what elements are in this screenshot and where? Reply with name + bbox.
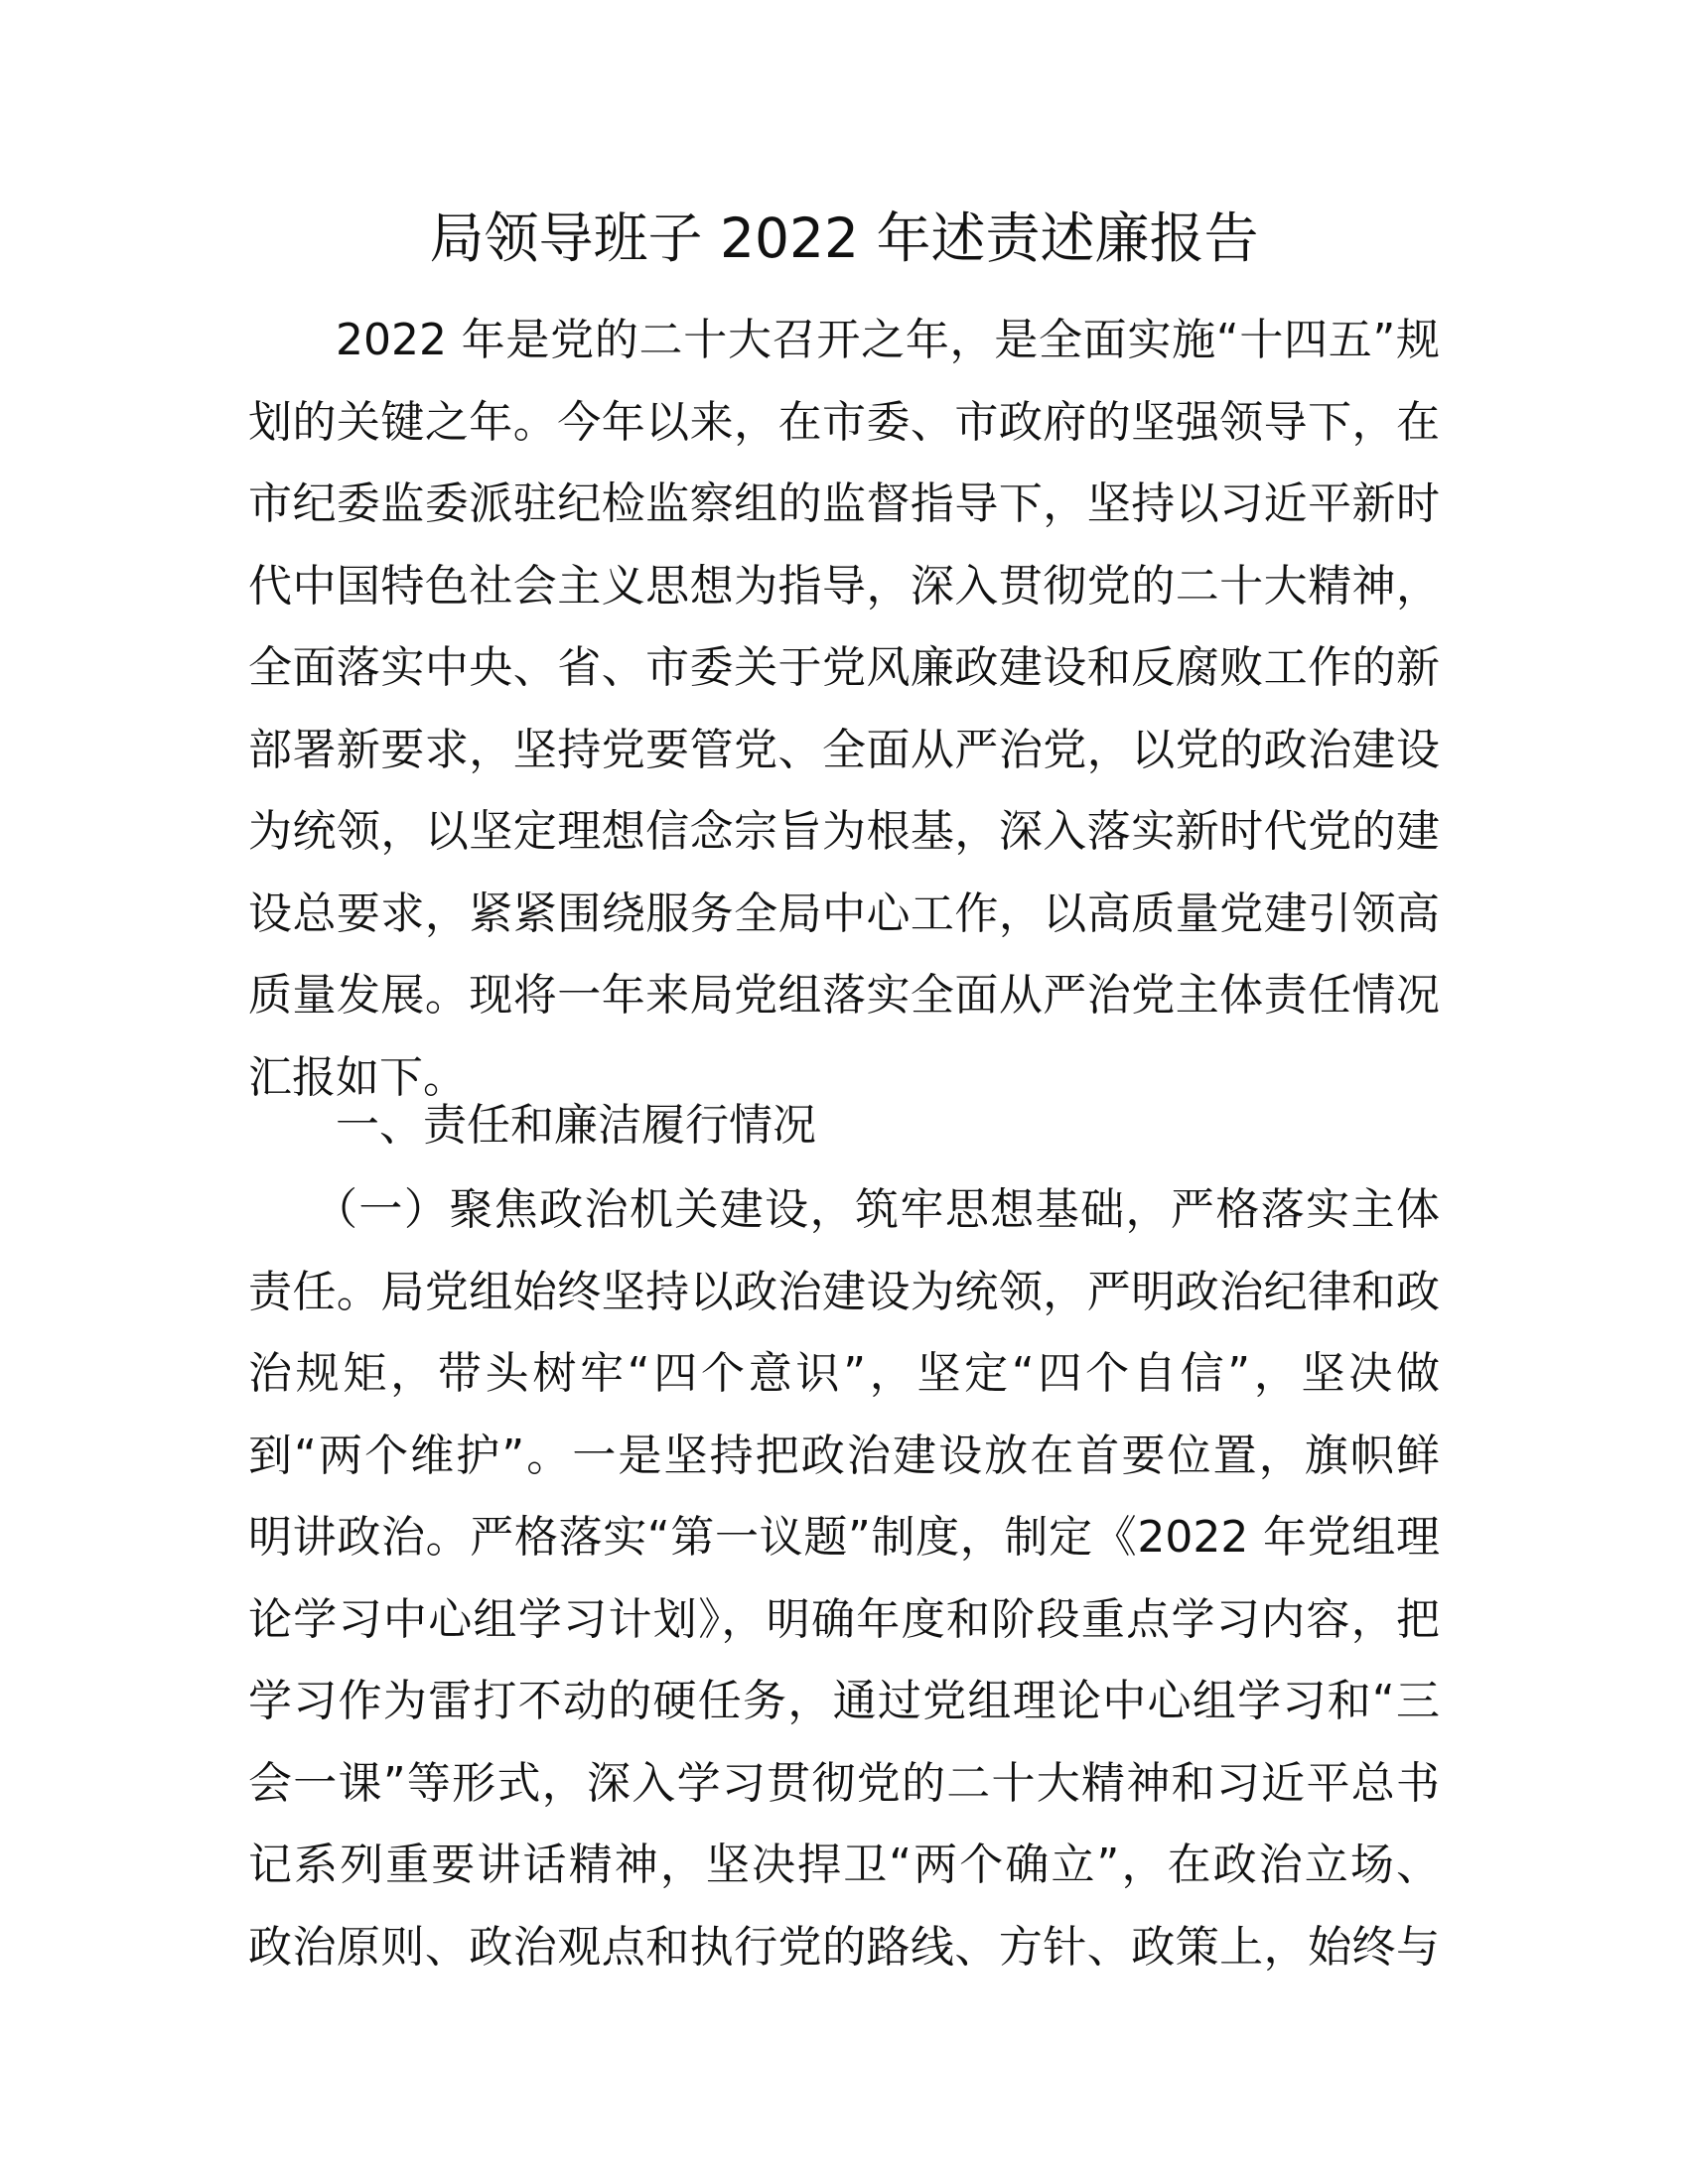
paragraph-line: 会一课”等形式，深入学习贯彻党的二十大精神和习近平总书 bbox=[248, 1757, 1440, 1809]
section-heading: 一、责任和廉洁履行情况 bbox=[336, 1100, 816, 1151]
paragraph-line: 代中国特色社会主义思想为指导，深入贯彻党的二十大精神， bbox=[248, 560, 1440, 612]
paragraph-line: 记系列重要讲话精神，坚决捍卫“两个确立”，在政治立场、 bbox=[248, 1840, 1440, 1890]
paragraph-line: 政治原则、政治观点和执行党的路线、方针、政策上，始终与 bbox=[248, 1921, 1440, 1973]
paragraph-line: 全面落实中央、省、市委关于党风廉政建设和反腐败工作的新 bbox=[248, 642, 1440, 693]
paragraph-line: 市纪委监委派驻纪检监察组的监督指导下，坚持以习近平新时 bbox=[248, 478, 1440, 529]
section-heading-block bbox=[248, 1085, 1440, 1167]
paragraph-line: 2022 年是党的二十大召开之年，是全面实施“十四五”规 bbox=[336, 315, 1440, 365]
paragraph-line: 汇报如下。 bbox=[248, 1051, 467, 1103]
paragraph-line: 部署新要求，坚持党要管党、全面从严治党，以党的政治建设 bbox=[248, 724, 1440, 775]
paragraph-line: 设总要求，紧紧围绕服务全局中心工作，以高质量党建引领高 bbox=[248, 887, 1440, 939]
paragraph-line: 责任。局党组始终坚持以政治建设为统领，严明政治纪律和政 bbox=[248, 1266, 1440, 1317]
paragraph-line: 治规矩，带头树牢“四个意识”，坚定“四个自信”，坚决做 bbox=[248, 1348, 1440, 1399]
paragraph-line: 论学习中心组学习计划》，明确年度和阶段重点学习内容，把 bbox=[248, 1593, 1440, 1645]
paragraph-line: 明讲政治。严格落实“第一议题”制度，制定《2022 年党组理 bbox=[248, 1512, 1440, 1563]
document-title: 局领导班子 2022 年述责述廉报告 bbox=[429, 206, 1259, 270]
paragraph-line: 划的关键之年。今年以来，在市委、市政府的坚强领导下，在 bbox=[248, 396, 1440, 448]
paragraph-line: （一）聚焦政治机关建设，筑牢思想基础，严格落实主体 bbox=[314, 1184, 1440, 1235]
paragraph-line: 为统领，以坚定理想信念宗旨为根基，深入落实新时代党的建 bbox=[248, 806, 1440, 857]
intro-paragraph bbox=[248, 300, 1440, 1119]
paragraph-line: 到“两个维护”。一是坚持把政治建设放在首要位置，旗帜鲜 bbox=[248, 1430, 1440, 1481]
paragraph-line: 学习作为雷打不动的硬任务，通过党组理论中心组学习和“三 bbox=[248, 1676, 1440, 1726]
paragraph-line: 质量发展。现将一年来局党组落实全面从严治党主体责任情况 bbox=[248, 970, 1440, 1021]
section-paragraph bbox=[248, 1169, 1440, 1988]
